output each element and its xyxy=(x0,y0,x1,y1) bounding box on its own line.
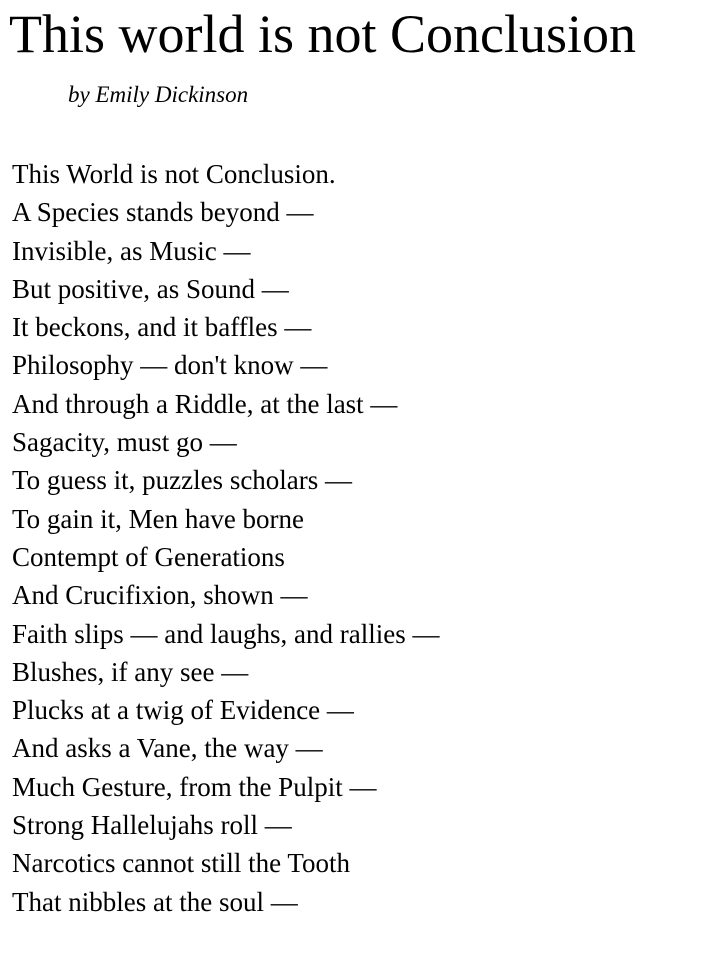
poem-line: And asks a Vane, the way — xyxy=(12,733,323,764)
poem-line: Much Gesture, from the Pulpit — xyxy=(12,771,377,802)
poem-line: This World is not Conclusion. xyxy=(12,159,336,189)
poem-line: To gain it, Men have borne xyxy=(12,503,305,534)
poem-line: And Crucifixion, shown — xyxy=(12,580,308,611)
poem-line: Blushes, if any see — xyxy=(12,656,249,687)
poem-author: by Emily Dickinson xyxy=(68,82,249,107)
poem-line: To guess it, puzzles scholars — xyxy=(12,465,353,496)
poem-line: Philosophy — don't know — xyxy=(12,350,328,381)
poem-line: That nibbles at the soul — xyxy=(12,886,298,917)
poem-line: Plucks at a twig of Evidence — xyxy=(12,695,354,726)
poem-line: Narcotics cannot still the Tooth xyxy=(12,848,351,879)
poem-title: This world is not Conclusion xyxy=(9,4,637,64)
poem-line: Contempt of Generations xyxy=(12,541,285,572)
poem-line: And through a Riddle, at the last — xyxy=(12,388,398,419)
poem-line: But positive, as Sound — xyxy=(12,273,289,304)
poem-line: Invisible, as Music — xyxy=(12,235,251,266)
poem-line: It beckons, and it baffles — xyxy=(12,312,312,343)
poem-line: Strong Hallelujahs roll — xyxy=(12,810,292,841)
poem-line: Faith slips — and laughs, and rallies — xyxy=(12,618,440,649)
poem-line: Sagacity, must go — xyxy=(12,427,237,458)
poem-line: A Species stands beyond — xyxy=(12,197,314,228)
poem-body xyxy=(12,155,439,921)
